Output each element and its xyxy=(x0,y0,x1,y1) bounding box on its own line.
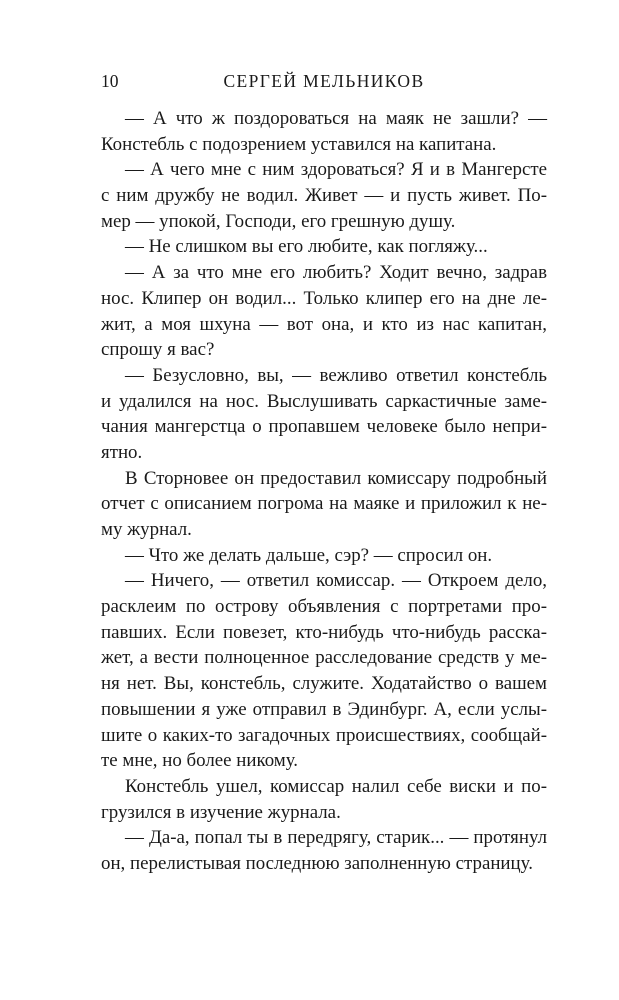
text-line: и удалился на нос. Выслушивать саркастичные заме- xyxy=(101,390,547,412)
running-head xyxy=(101,66,547,96)
text-line: — А что ж поздороваться на маяк не зашли? — xyxy=(125,108,547,129)
page-number: 10 xyxy=(101,71,119,91)
body-text xyxy=(101,106,547,877)
text-line: — А чего мне с ним здороваться? Я и в Мангерсте xyxy=(125,159,547,181)
text-line: му журнал. xyxy=(101,519,192,540)
text-line: — Что же делать дальше, сэр? — спросил он. xyxy=(125,544,493,566)
text-line: — Да-а, попал ты в передрягу, старик... — протянул xyxy=(125,827,547,849)
text-line: расклеим по острову объявления с портретами про- xyxy=(101,596,547,618)
text-line: — А за что мне его любить? Ходит вечно, задрав xyxy=(125,262,547,284)
text-line: отчет с описанием погрома на маяке и приложил к не- xyxy=(101,493,547,515)
text-line: Констебль с подозрением уставился на капитана. xyxy=(101,133,497,155)
text-line: павших. Если повезет, кто-нибудь что-нибудь расска- xyxy=(101,621,547,643)
text-line: Констебль ушел, комиссар налил себе виски и по- xyxy=(125,775,547,797)
running-title: СЕРГЕЙ МЕЛЬНИКОВ xyxy=(223,71,425,91)
text-line: с ним дружбу не водил. Живет — и пусть живет. По- xyxy=(101,185,547,207)
text-line: В Сторновее он предоставил комиссару подробный xyxy=(125,467,547,489)
text-line: нос. Клипер он водил... Только клипер его на дне ле- xyxy=(101,287,547,309)
text-line: чания мангерстца о пропавшем человеке было непри- xyxy=(101,416,547,438)
text-line: шите о каких-то загадочных происшествиях, сообщай- xyxy=(101,724,547,746)
text-line: ня нет. Вы, констебль, служите. Ходатайство о вашем xyxy=(101,673,547,695)
text-line: — Безусловно, вы, — вежливо ответил констебль xyxy=(125,364,547,386)
text-line: повышении я уже отправил в Эдинбург. А, если услы- xyxy=(101,698,547,720)
text-line: жит, а моя шхуна — вот она, и кто из нас капитан, xyxy=(101,313,547,335)
text-line: ятно. xyxy=(101,441,143,463)
text-line: спрошу я вас? xyxy=(101,339,215,361)
text-line: — Не слишком вы его любите, как погляжу... xyxy=(125,236,488,258)
text-line: грузился в изучение журнала. xyxy=(101,801,341,823)
text-line: — Ничего, — ответил комиссар. — Откроем дело, xyxy=(125,570,547,592)
text-line: жет, а вести полноценное расследование средств у ме- xyxy=(101,647,547,669)
text-line: те мне, но более никому. xyxy=(101,750,299,772)
text-line: он, перелистывая последнюю заполненную страницу. xyxy=(101,852,533,874)
text-line: мер — упокой, Господи, его грешную душу. xyxy=(101,210,456,232)
